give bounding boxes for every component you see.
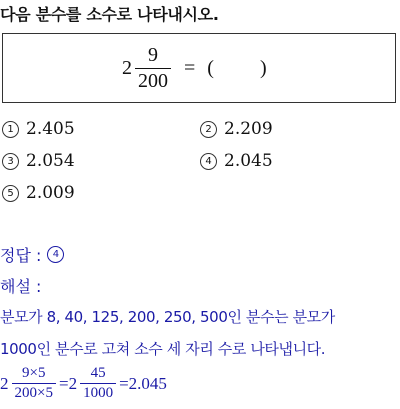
problem-expression <box>122 44 267 93</box>
answer-line <box>0 243 64 266</box>
calc-denominator-2: 1000 <box>80 383 116 402</box>
answer-blank-close: ) <box>259 57 267 79</box>
choice-3[interactable] <box>2 151 75 171</box>
choice-number-3: 3 <box>2 153 19 170</box>
explanation-line-2: 1000인 분수로 고쳐 소수 세 자리 수로 나타냅니다. <box>0 340 326 358</box>
choice-value-2: 2.209 <box>224 119 273 139</box>
choice-value-4: 2.045 <box>224 151 273 171</box>
problem-box <box>2 33 396 103</box>
choice-number-2: 2 <box>200 121 217 138</box>
calc-denominator-1: 200×5 <box>12 383 56 402</box>
choice-value-3: 2.054 <box>26 151 75 171</box>
explanation-calculation <box>0 365 167 402</box>
calc-equals-1: = <box>58 373 69 393</box>
choice-4[interactable] <box>200 151 273 171</box>
choice-value-5: 2.009 <box>26 183 75 203</box>
answer-blank-open: ( <box>207 57 214 79</box>
equals-sign: = <box>184 57 196 79</box>
explanation-line-1: 분모가 8, 40, 125, 200, 250, 500인 분수는 분모가 <box>0 308 335 326</box>
choice-number-5: 5 <box>2 185 19 202</box>
answer-mark: 4 <box>47 246 64 263</box>
calc-numerator-2: 45 <box>90 365 106 381</box>
numerator: 9 <box>148 44 158 66</box>
fraction <box>135 44 171 93</box>
choice-2[interactable] <box>200 119 273 139</box>
whole-number: 2 <box>122 57 132 79</box>
explanation-label: 해설 : <box>0 277 42 296</box>
calc-equals-2: = <box>119 373 129 393</box>
question-text: 다음 분수를 소수로 나타내시오. <box>0 5 219 24</box>
choice-1[interactable] <box>2 119 75 139</box>
answer-label: 정답 : <box>0 246 42 265</box>
calc-result: 2.045 <box>128 373 167 393</box>
choice-number-4: 4 <box>200 153 217 170</box>
choice-5[interactable] <box>2 183 75 203</box>
choice-number-1: 1 <box>2 121 19 138</box>
calc-whole-1: 2 <box>0 373 9 393</box>
denominator: 200 <box>135 68 171 93</box>
calc-fraction-1 <box>12 365 56 402</box>
calc-numerator-1: 9×5 <box>22 365 46 381</box>
choice-value-1: 2.405 <box>26 119 75 139</box>
calc-fraction-2 <box>80 365 116 402</box>
calc-whole-2: 2 <box>68 373 78 393</box>
